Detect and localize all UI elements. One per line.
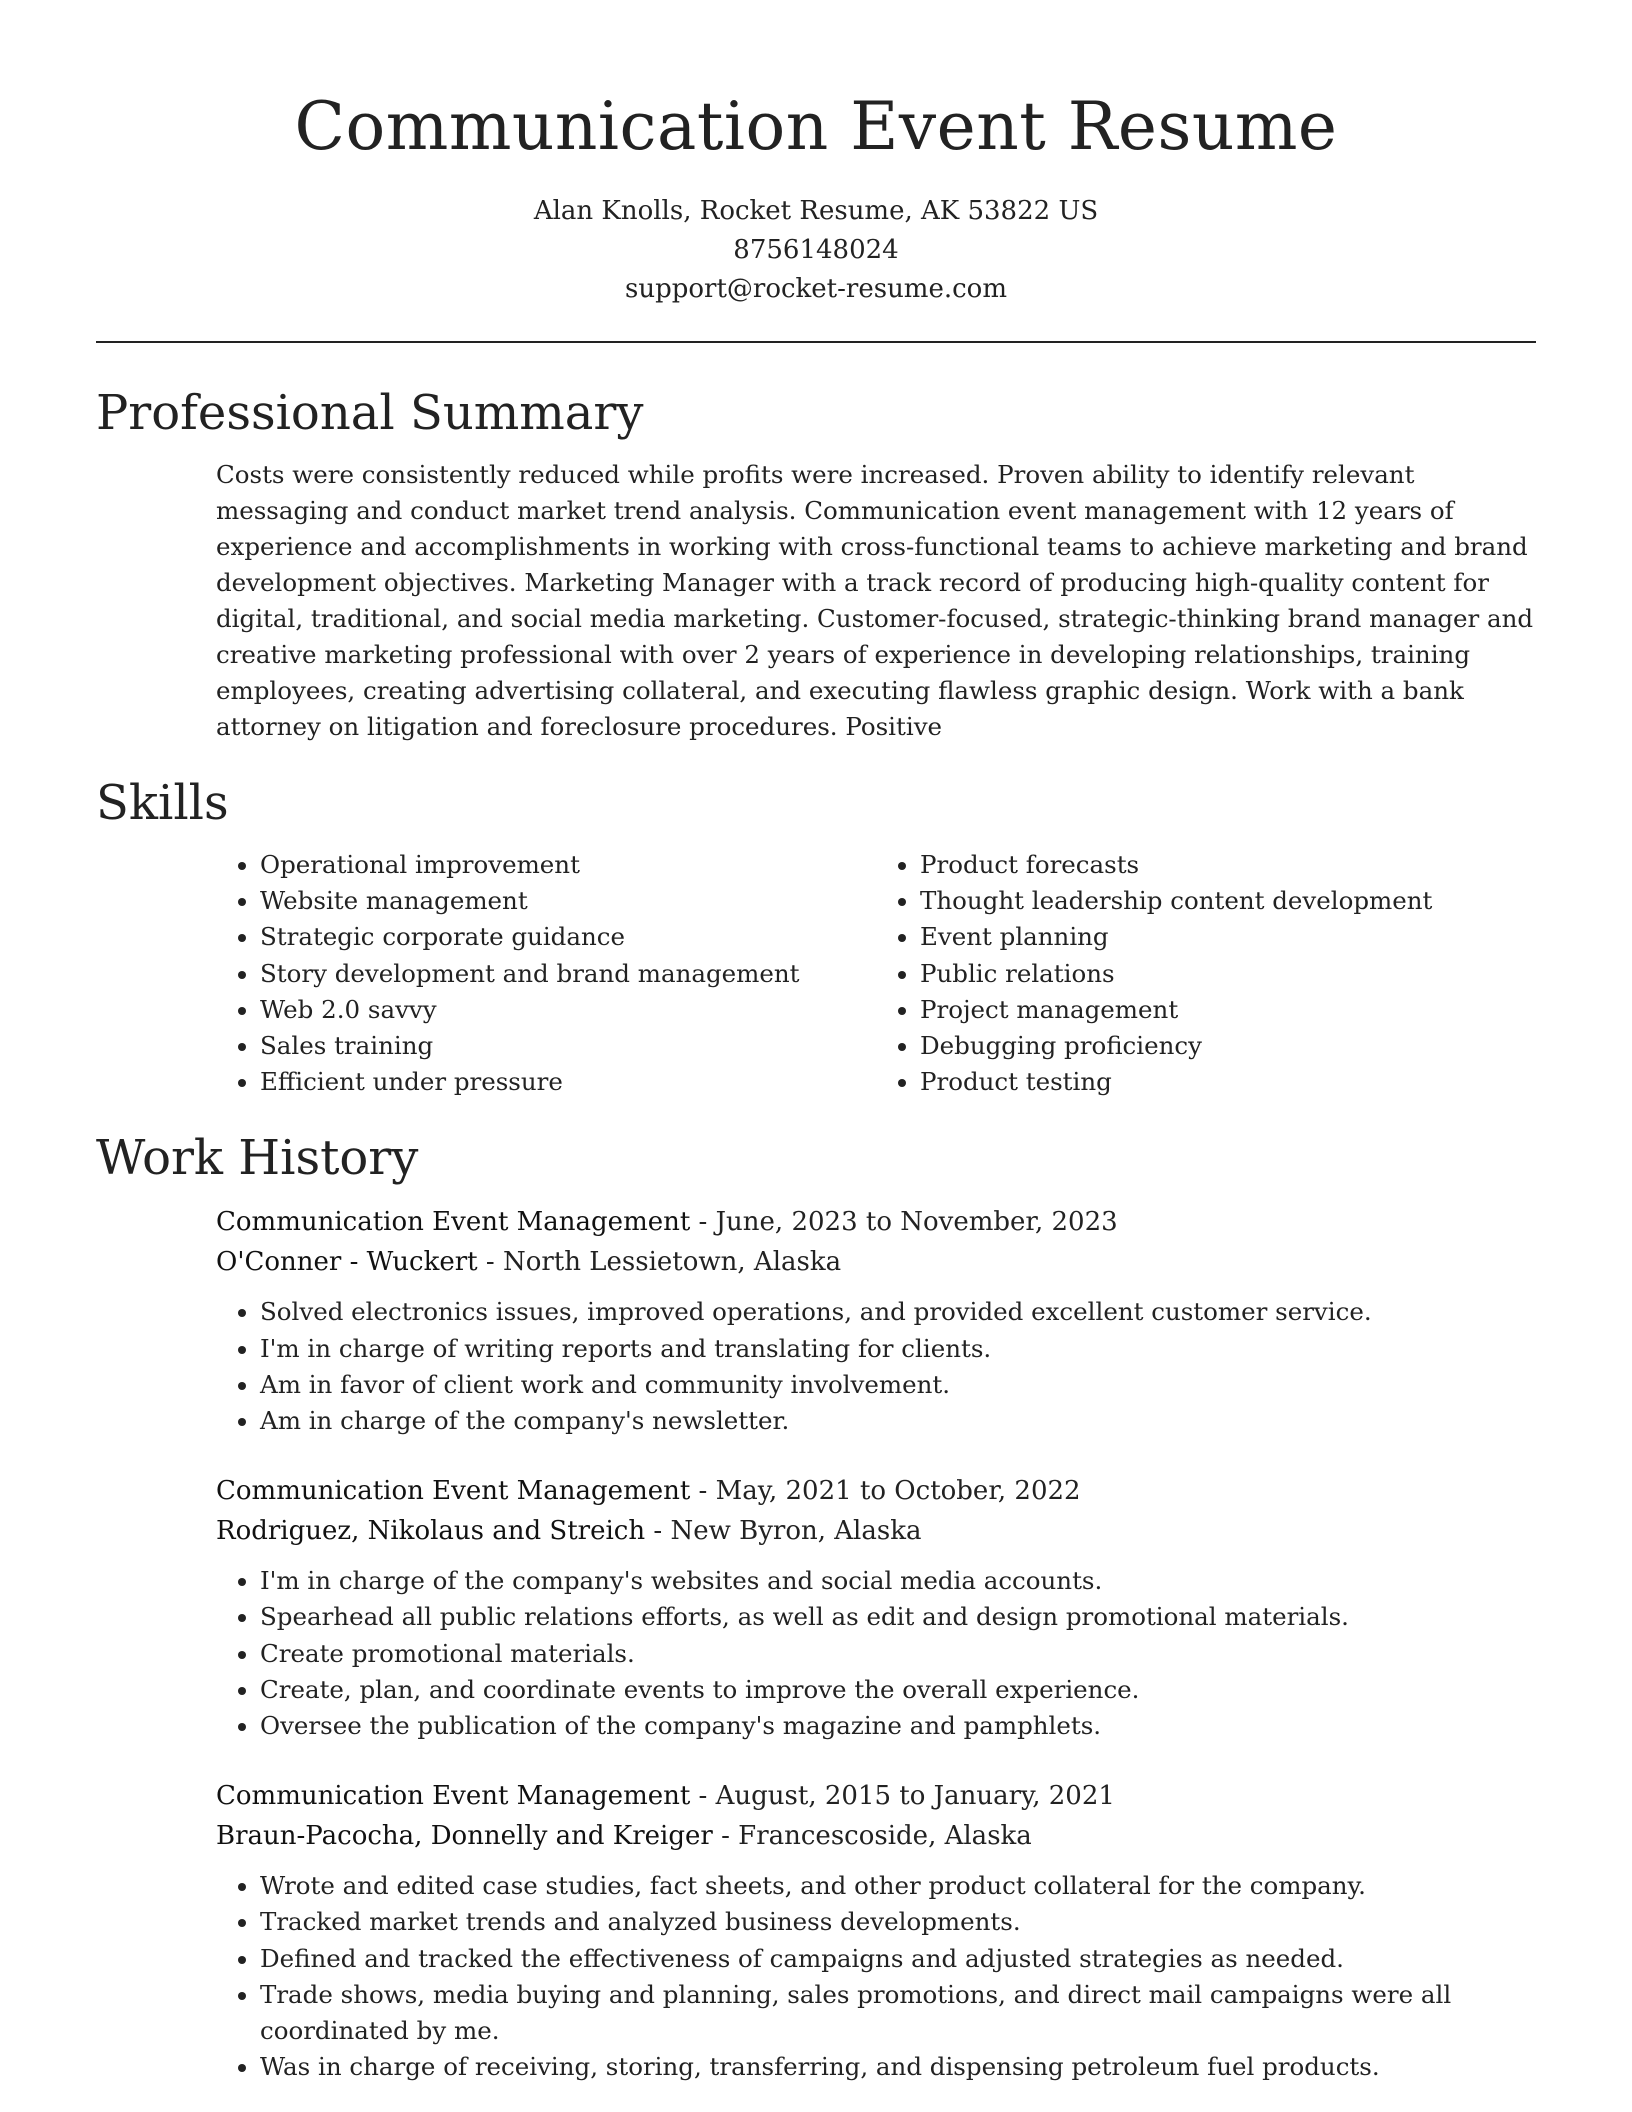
- job-company: Rodriguez, Nikolaus and Streich: [216, 1516, 646, 1547]
- job-title-line: [216, 1776, 1536, 1816]
- job-location: New Byron, Alaska: [670, 1516, 922, 1547]
- job-role: Communication Event Management: [216, 1476, 691, 1507]
- resume-title: Communication Event Resume: [294, 88, 1338, 165]
- skill-item: • Product forecasts: [920, 847, 1536, 883]
- job-bullet: • Defined and tracked the effectiveness of campaigns and adjusted strategies as needed.: [260, 1941, 1536, 1977]
- job-bullet: • Trade shows, media buying and planning, sales promotions, and direct mail campaigns were all coordinated by me.: [260, 1977, 1536, 2049]
- job-bullet: • Was in charge of receiving, storing, transferring, and dispensing petroleum fuel products.: [260, 2049, 1536, 2085]
- job-bullet: • I'm in charge of writing reports and translating for clients.: [260, 1331, 1536, 1367]
- job-separator: -: [690, 1476, 716, 1507]
- header-divider: [96, 341, 1536, 343]
- work-history-list: [216, 1202, 1536, 2085]
- job-role: Communication Event Management: [216, 1781, 691, 1812]
- job-separator: -: [645, 1516, 671, 1547]
- skill-item: • Product testing: [920, 1064, 1536, 1100]
- skill-item: • Event planning: [920, 919, 1536, 955]
- job-bullet: • Spearhead all public relations efforts, as well as edit and design promotional materials.: [260, 1599, 1536, 1635]
- skill-item: • Web 2.0 savvy: [260, 992, 876, 1028]
- skills-column-left: [216, 847, 876, 1100]
- job-bullet: • Solved electronics issues, improved operations, and provided excellent customer service.: [260, 1294, 1536, 1330]
- job-dates: June, 2023 to November, 2023: [715, 1207, 1118, 1238]
- skill-item: • Project management: [920, 992, 1536, 1028]
- resume-page: [96, 0, 1536, 2085]
- skill-item: • Debugging proficiency: [920, 1028, 1536, 1064]
- skill-item: • Efficient under pressure: [260, 1064, 876, 1100]
- skill-item: • Public relations: [920, 956, 1536, 992]
- job-bullets: [216, 1563, 1536, 1744]
- skills-heading: Skills: [96, 775, 229, 831]
- summary-text: Costs were consistently reduced while profits were increased. Proven ability to identify relevant messaging and conduct market trend analysis. Communication event management with 12 years of experience and accomplishments in working with cross-functional teams to achieve marketing and brand development objectives. Marketing Manager with a track record of producing high-quality content for digital, traditional, and social media marketing. Customer-focused, strategic-thinking brand manager and creative marketing professional with over 2 years of experience in developing relationships, training employees, creating advertising collateral, and executing flawless graphic design. Work with a bank attorney on litigation and foreclosure procedures. Positive: [216, 460, 1534, 741]
- job-dates: August, 2015 to January, 2021: [715, 1781, 1115, 1812]
- job-separator: -: [690, 1781, 716, 1812]
- contact-block: [96, 192, 1536, 309]
- job-entry: [216, 1776, 1536, 2085]
- job-bullet: • Create promotional materials.: [260, 1636, 1536, 1672]
- skills-column-right: [876, 847, 1536, 1100]
- job-company-line: [216, 1242, 1536, 1282]
- job-role: Communication Event Management: [216, 1207, 691, 1238]
- job-company: O'Conner - Wuckert: [216, 1247, 478, 1278]
- job-title-line: [216, 1202, 1536, 1242]
- job-entry: [216, 1202, 1536, 1439]
- skill-item: • Story development and brand management: [260, 956, 876, 992]
- resume-header: [96, 0, 1536, 309]
- skill-item: • Sales training: [260, 1028, 876, 1064]
- job-bullet: • Create, plan, and coordinate events to improve the overall experience.: [260, 1672, 1536, 1708]
- job-bullets: [216, 1294, 1536, 1439]
- contact-phone: 8756148024: [733, 235, 899, 265]
- job-bullet: • Oversee the publication of the company's magazine and pamphlets.: [260, 1708, 1536, 1744]
- contact-address: Alan Knolls, Rocket Resume, AK 53822 US: [533, 196, 1099, 226]
- skill-item: • Website management: [260, 883, 876, 919]
- job-entry: [216, 1471, 1536, 1744]
- skill-item: • Thought leadership content development: [920, 883, 1536, 919]
- job-separator: -: [690, 1207, 716, 1238]
- job-bullet: • Tracked market trends and analyzed business developments.: [260, 1904, 1536, 1940]
- skills-grid: [216, 847, 1536, 1100]
- job-company-line: [216, 1511, 1536, 1551]
- job-bullet: • Am in charge of the company's newsletter.: [260, 1403, 1536, 1439]
- job-company: Braun-Pacocha, Donnelly and Kreiger: [216, 1821, 713, 1852]
- summary-heading: Professional Summary: [96, 385, 644, 441]
- job-bullet: • Am in favor of client work and community involvement.: [260, 1367, 1536, 1403]
- contact-email: support@rocket-resume.com: [624, 274, 1007, 304]
- job-separator: -: [712, 1821, 739, 1852]
- work-history-heading: Work History: [96, 1130, 419, 1187]
- job-title-line: [216, 1471, 1536, 1511]
- skill-item: • Strategic corporate guidance: [260, 919, 876, 955]
- job-location: Francescoside, Alaska: [738, 1821, 1032, 1852]
- job-dates: May, 2021 to October, 2022: [715, 1476, 1081, 1507]
- job-company-line: [216, 1816, 1536, 1856]
- job-bullet: • Wrote and edited case studies, fact sheets, and other product collateral for the company.: [260, 1868, 1536, 1904]
- job-bullet: • I'm in charge of the company's websites and social media accounts.: [260, 1563, 1536, 1599]
- job-bullets: [216, 1868, 1536, 2085]
- skill-item: • Operational improvement: [260, 847, 876, 883]
- job-location: North Lessietown, Alaska: [502, 1247, 842, 1278]
- job-separator: -: [477, 1247, 503, 1278]
